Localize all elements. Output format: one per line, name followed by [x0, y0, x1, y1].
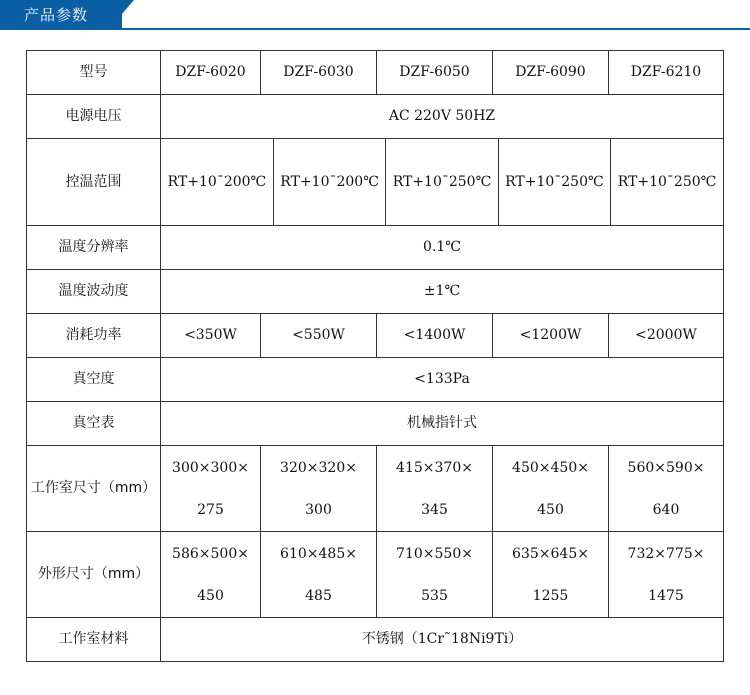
- vacuum-gauge-label: 真空表: [27, 402, 161, 446]
- chamber-size-line1: 300×300×: [172, 459, 249, 476]
- temp-fluctuation-value: ±1℃: [161, 270, 724, 314]
- spec-table: [26, 50, 724, 662]
- power-supply-label: 电源电压: [27, 95, 161, 139]
- power-consumption-cell: <550W: [261, 314, 377, 358]
- vacuum-label: 真空度: [27, 358, 161, 402]
- outer-size-label: 外形尺寸（mm）: [27, 532, 161, 618]
- temp-range-group: [161, 139, 724, 226]
- row-temp-range: [27, 139, 724, 226]
- temp-fluctuation-label: 温度波动度: [27, 270, 161, 314]
- power-consumption-cell: <1400W: [377, 314, 493, 358]
- row-temp-fluctuation: [27, 270, 724, 314]
- row-outer-size: [27, 532, 724, 618]
- chamber-size-cell: [377, 446, 493, 532]
- temp-range-label: 控温范围: [27, 139, 161, 226]
- chamber-material-value: 不锈钢（1Cr˜18Ni9Ti）: [161, 618, 724, 662]
- chamber-size-line2: 275: [197, 501, 224, 518]
- model-label: 型号: [27, 51, 161, 95]
- power-supply-value: AC 220V 50HZ: [161, 95, 724, 139]
- power-consumption-cell: <2000W: [609, 314, 724, 358]
- temp-resolution-label: 温度分辨率: [27, 226, 161, 270]
- power-consumption-cell: <350W: [161, 314, 261, 358]
- header-divider: [0, 28, 750, 30]
- section-title: 产品参数: [24, 6, 89, 24]
- outer-size-line2: 485: [305, 587, 332, 604]
- chamber-size-label: 工作室尺寸（mm）: [27, 446, 161, 532]
- row-power-supply: [27, 95, 724, 139]
- chamber-size-line2: 300: [305, 501, 332, 518]
- model-cell: DZF-6020: [161, 51, 261, 95]
- chamber-size-line2: 345: [421, 501, 448, 518]
- outer-size-cell: [261, 532, 377, 618]
- chamber-size-cell: [493, 446, 609, 532]
- temp-range-cell: RT+10¯250℃: [386, 139, 498, 225]
- outer-size-cell: [609, 532, 724, 618]
- row-temp-resolution: [27, 226, 724, 270]
- row-chamber-material: [27, 618, 724, 662]
- outer-size-line1: 710×550×: [396, 545, 473, 562]
- row-model: [27, 51, 724, 95]
- outer-size-line1: 586×500×: [172, 545, 249, 562]
- vacuum-gauge-value: 机械指针式: [161, 402, 724, 446]
- model-cell: DZF-6210: [609, 51, 724, 95]
- chamber-size-line1: 320×320×: [280, 459, 357, 476]
- row-vacuum: [27, 358, 724, 402]
- outer-size-cell: [161, 532, 261, 618]
- temp-range-cell: RT+10¯200℃: [273, 139, 385, 225]
- chamber-size-cell: [161, 446, 261, 532]
- chamber-size-line2: 450: [537, 501, 564, 518]
- outer-size-line2: 1475: [648, 587, 684, 604]
- chamber-size-line1: 560×590×: [627, 459, 705, 476]
- vacuum-value: <133Pa: [161, 358, 724, 402]
- chamber-size-line1: 415×370×: [396, 459, 473, 476]
- row-vacuum-gauge: [27, 402, 724, 446]
- power-consumption-label: 消耗功率: [27, 314, 161, 358]
- outer-size-cell: [377, 532, 493, 618]
- chamber-material-label: 工作室材料: [27, 618, 161, 662]
- section-header: [0, 0, 750, 30]
- outer-size-line1: 610×485×: [280, 545, 357, 562]
- row-chamber-size: [27, 446, 724, 532]
- row-power-consumption: [27, 314, 724, 358]
- model-cell: DZF-6050: [377, 51, 493, 95]
- outer-size-line2: 450: [197, 587, 224, 604]
- temp-range-subtable: [161, 139, 723, 225]
- chamber-size-cell: [609, 446, 724, 532]
- header-tab-tail: [110, 0, 134, 28]
- temp-range-cell: RT+10¯250℃: [498, 139, 610, 225]
- model-cell: DZF-6090: [493, 51, 609, 95]
- chamber-size-line1: 450×450×: [512, 459, 589, 476]
- outer-size-line1: 635×645×: [512, 545, 589, 562]
- outer-size-cell: [493, 532, 609, 618]
- outer-size-line1: 732×775×: [627, 545, 705, 562]
- outer-size-line2: 1255: [532, 587, 569, 604]
- power-consumption-cell: <1200W: [493, 314, 609, 358]
- temp-range-cell: RT+10¯250℃: [617, 173, 717, 190]
- outer-size-line2: 535: [421, 587, 448, 604]
- chamber-size-cell: [261, 446, 377, 532]
- model-cell: DZF-6030: [261, 51, 377, 95]
- temp-range-cell: RT+10¯200℃: [161, 139, 273, 225]
- temp-resolution-value: 0.1℃: [161, 226, 724, 270]
- chamber-size-line2: 640: [652, 501, 680, 518]
